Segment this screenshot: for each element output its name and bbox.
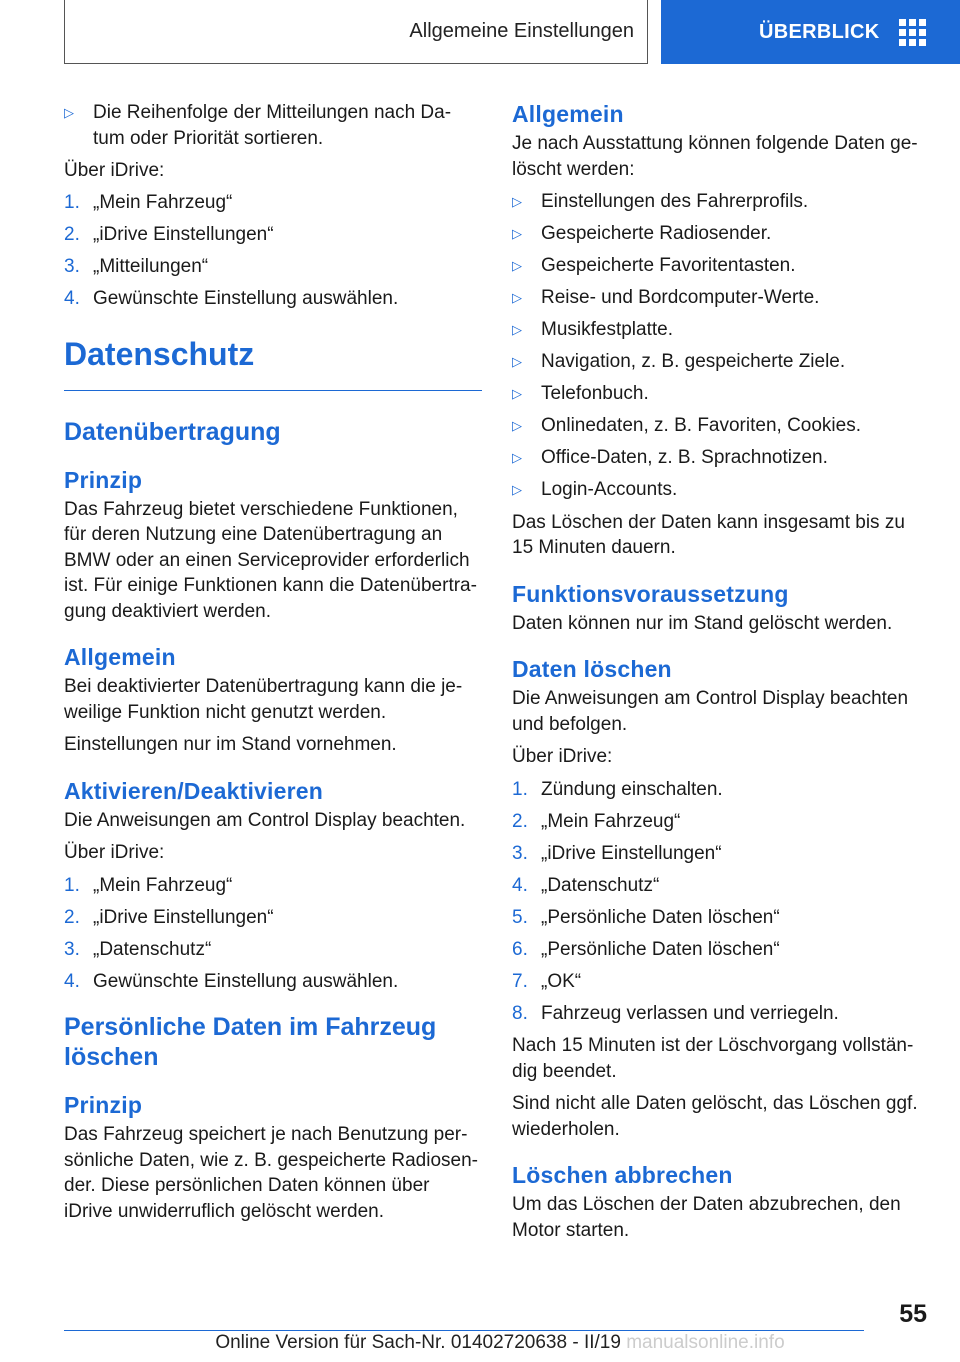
section-heading: Datenübertragung (64, 417, 281, 446)
list-item: ▷ Einstellungen des Fahrerprofils. (512, 189, 927, 215)
list-item: 2. „iDrive Einstellungen“ (64, 224, 274, 245)
watermark: manualsonline.info (626, 1332, 785, 1353)
list-item: ▷ Die Reihenfolge der Mitteilungen nach Da-tum oder Priorität sortieren. (64, 100, 482, 151)
list-item: ▷ Gespeicherte Radiosender. (512, 221, 927, 247)
list-item: ▷ Navigation, z. B. gespeicherte Ziele. (512, 349, 927, 375)
subsection-heading: Funktionsvoraussetzung (512, 580, 789, 607)
triangle-bullet-icon: ▷ (512, 386, 522, 401)
paragraph: Die Anweisungen am Control Display beachten. (64, 809, 466, 831)
triangle-bullet-icon: ▷ (512, 290, 522, 305)
list-item: 3. „Datenschutz“ (64, 938, 212, 960)
paragraph: Bei deaktivierter Datenübertragung kann die je-weilige Funktion nicht genutzt werden. (64, 676, 463, 723)
list-item: ▷ Login-Accounts. (512, 477, 927, 503)
paragraph: Das Fahrzeug speichert je nach Benutzung per-sönliche Daten, wie z. B. gespeicherte Radiosen-der. Diese persönlichen Daten können über iDrive unwiderruflich gelöscht werden. (64, 1124, 479, 1222)
header-section-title (64, 0, 648, 64)
triangle-bullet-icon: ▷ (512, 258, 522, 273)
list-item: 7. „OK“ (512, 970, 582, 992)
triangle-bullet-icon: ▷ (512, 418, 522, 433)
subsection-heading: Daten löschen (512, 656, 672, 682)
list-item: 3. „Mitteilungen“ (64, 256, 209, 277)
paragraph: Über iDrive: (512, 746, 613, 767)
list-item: ▷ Telefonbuch. (512, 381, 927, 407)
list-item: 4. Gewünschte Einstellung auswählen. (64, 288, 399, 309)
triangle-bullet-icon: ▷ (512, 450, 522, 465)
paragraph: Über iDrive: (64, 842, 165, 863)
triangle-bullet-icon: ▷ (64, 105, 74, 120)
paragraph: Um das Löschen der Daten abzubrechen, den Motor starten. (512, 1194, 901, 1241)
list-item: 1. Zündung einschalten. (512, 778, 723, 800)
paragraph: Die Anweisungen am Control Display beachten und befolgen. (512, 688, 909, 735)
paragraph: Einstellungen nur im Stand vornehmen. (64, 734, 397, 755)
overview-tab[interactable] (661, 0, 960, 64)
footer (0, 1332, 960, 1354)
list-item: 2. „iDrive Einstellungen“ (64, 906, 274, 928)
overview-tab-label: ÜBERBLICK (759, 20, 880, 43)
list-item: 6. „Persönliche Daten löschen“ (512, 938, 780, 960)
heading-rule (64, 390, 482, 391)
list-item: 3. „iDrive Einstellungen“ (512, 842, 722, 864)
list-item: 4. Gewünschte Einstellung auswählen. (64, 970, 399, 992)
subsection-heading: Allgemein (64, 644, 176, 670)
bullet-list (512, 189, 927, 503)
section-title: Allgemeine Einstellungen (409, 20, 634, 42)
triangle-bullet-icon: ▷ (512, 322, 522, 337)
step-list (64, 190, 482, 312)
footer-rule (64, 1330, 864, 1331)
paragraph: Daten können nur im Stand gelöscht werden. (512, 612, 893, 634)
right-column (512, 100, 927, 1250)
list-item: 5. „Persönliche Daten löschen“ (512, 906, 780, 928)
triangle-bullet-icon: ▷ (512, 226, 522, 241)
chapter-heading: Datenschutz (64, 335, 255, 372)
paragraph: Je nach Ausstattung können folgende Daten ge-löscht werden: (512, 133, 918, 180)
paragraph: Über iDrive: (64, 159, 165, 181)
paragraph: Das Fahrzeug bietet verschiedene Funktionen, für deren Nutzung eine Datenübertragung an BMW oder an einen Serviceprovider erforderlich ist. Für einige Funktionen kann die Datenübertra-gung deaktiviert werden. (64, 498, 477, 622)
triangle-bullet-icon: ▷ (512, 354, 522, 369)
paragraph: Das Löschen der Daten kann insgesamt bis zu 15 Minuten dauern. (512, 511, 905, 558)
grid-icon (899, 19, 926, 46)
footer-text: Online Version für Sach-Nr. 01402720638 - II/19 (215, 1332, 621, 1353)
list-item: ▷ Office-Daten, z. B. Sprachnotizen. (512, 445, 927, 471)
step-list (512, 777, 927, 1027)
subsection-heading: Allgemein (512, 101, 624, 127)
section-heading: Persönliche Daten im Fahrzeug löschen (64, 1013, 437, 1071)
subsection-heading: Löschen abbrechen (512, 1162, 733, 1188)
page-number: 55 (899, 1300, 927, 1328)
list-item: ▷ Gespeicherte Favoritentasten. (512, 253, 927, 279)
list-item: 4. „Datenschutz“ (512, 874, 660, 896)
triangle-bullet-icon: ▷ (512, 482, 522, 497)
subsection-heading: Aktivieren/Deaktivieren (64, 777, 324, 804)
list-item: 1. „Mein Fahrzeug“ (64, 192, 233, 213)
paragraph: Sind nicht alle Daten gelöscht, das Löschen ggf. wiederholen. (512, 1093, 918, 1140)
list-item: ▷ Onlinedaten, z. B. Favoriten, Cookies. (512, 413, 927, 439)
list-item: 1. „Mein Fahrzeug“ (64, 874, 233, 896)
list-item: ▷ Musikfestplatte. (512, 317, 927, 343)
subsection-heading: Prinzip (64, 466, 143, 493)
triangle-bullet-icon: ▷ (512, 194, 522, 209)
subsection-heading: Prinzip (64, 1092, 143, 1118)
list-item: 8. Fahrzeug verlassen und verriegeln. (512, 1002, 839, 1024)
left-column (64, 100, 482, 1231)
step-list (64, 873, 482, 995)
paragraph: Nach 15 Minuten ist der Löschvorgang vollstän-dig beendet. (512, 1035, 914, 1082)
list-item: 2. „Mein Fahrzeug“ (512, 810, 681, 832)
list-item: ▷ Reise- und Bordcomputer-Werte. (512, 285, 927, 311)
